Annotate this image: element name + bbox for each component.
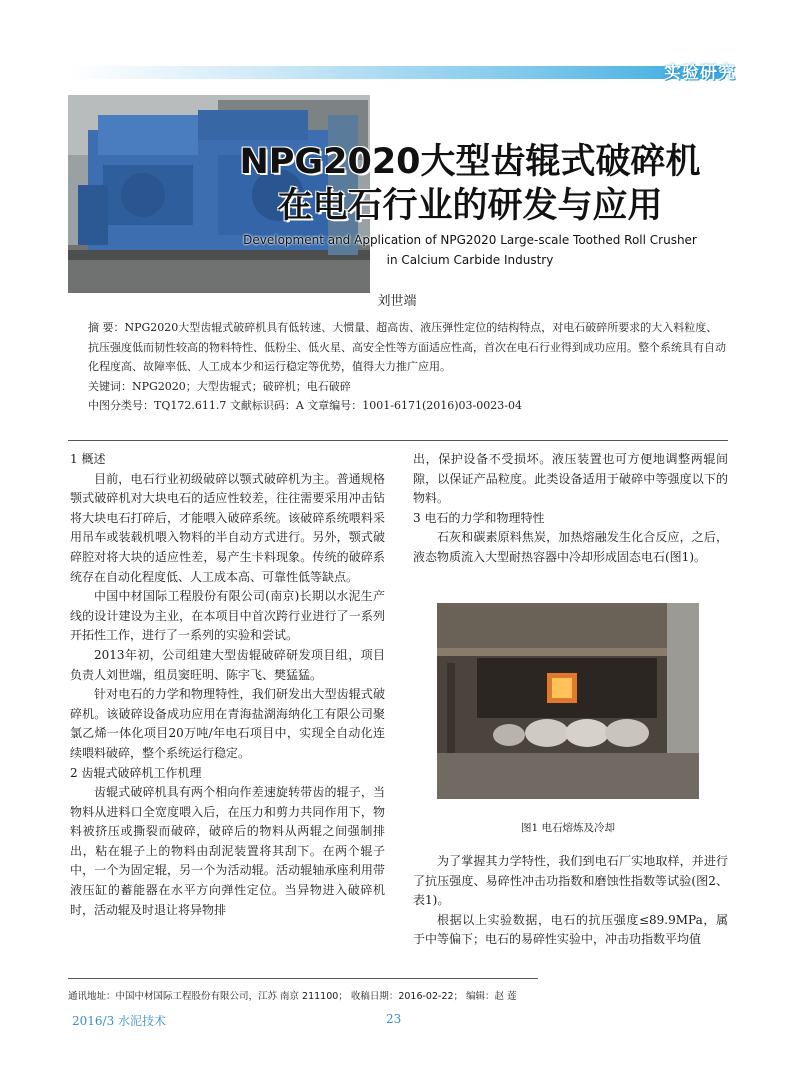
english-title	[195, 230, 745, 270]
paragraph: 石灰和碳素原料焦炭，加热熔融发生化合反应，之后，液态物质流入大型耐热容器中冷却形成固态电石(图1)。	[413, 530, 728, 564]
divider	[68, 440, 728, 441]
right-column-lower	[413, 852, 728, 950]
right-column	[413, 450, 728, 568]
author: 刘世端	[377, 294, 417, 309]
journal-issue: 2016/3 水泥技术	[72, 1014, 167, 1028]
paragraph: 为了掌握其力学特性，我们到电石厂实地取样，并进行了抗压强度、易碎性冲击功指数和磨蚀性指数等试验(图2、表1)。	[413, 854, 728, 908]
paragraph: 针对电石的力学和物理特性，我们研发出大型齿辊式破碎机。该破碎设备成功应用在青海盐湖海纳化工有限公司聚氯乙烯一体化项目20万吨/年电石项目中，实现全自动化连续喂料破碎，整个系统运行稳定。	[70, 687, 385, 760]
paragraph: 根据以上实验数据，电石的抗压强度≤89.9MPa，属于中等偏下；电石的易碎性实验中，冲击功指数平均值	[413, 912, 728, 947]
classification-line: 中图分类号：TQ172.611.7 文献标识码：A 文章编号：1001-6171(2016)03-0023-04	[88, 399, 522, 412]
figure-1-photo	[437, 603, 699, 799]
section-label: 实验研究	[664, 63, 736, 83]
abstract-block	[88, 318, 728, 416]
footer-divider	[68, 978, 538, 979]
section-heading: 3 电石的力学和物理特性	[413, 510, 545, 525]
paragraph: 目前，电石行业初级破碎以颚式破碎机为主。普通规格颚式破碎机对大块电石的适应性较差，往往需要采用冲击钻将大块电石打碎后，才能喂入破碎系统。该破碎系统喂料采用吊车或装载机喂入物料的半自动方式进行。另外，颚式破碎腔对将大块的适应性差，易产生卡料现象。传统的破碎系统存在自动化程度低、人工成本高、可靠性低等缺点。	[70, 471, 385, 584]
paragraph: 2013年初，公司组建大型齿辊破碎研发项目组，项目负责人刘世端，组员窦旺明、陈宇飞、樊猛猛。	[70, 647, 385, 682]
paragraph: 齿辊式破碎机具有两个相向作差速旋转带齿的辊子，当物料从进料口全宽度喂入后，在压力和剪力共同作用下，物料被挤压或撕裂而破碎，破碎后的物料从两辊之间强制排出，粘在辊子上的物料由刮泥装置将其刮下。在两个辊子中，一个为固定辊，另一个为活动辊。活动辊轴承座利用带液压缸的蓄能器在水平方向弹性定位。当异物进入破碎机时，活动辊及时退让将异物排	[70, 785, 385, 917]
left-column	[70, 450, 385, 920]
footer-note: 通讯地址：中国中材国际工程股份有限公司，江苏 南京 211100； 收稿日期：2016-02-22； 编辑：赵 莲	[68, 991, 517, 1002]
figure-1-caption: 图1 电石熔炼及冷却	[520, 822, 616, 834]
paragraph: 中国中材国际工程股份有限公司(南京)长期以水泥生产线的设计建设为主业，在本项目中首次跨行业进行了一系列开拓性工作，进行了一系列的实验和尝试。	[70, 589, 385, 643]
article-title	[200, 140, 740, 228]
section-heading: 1 概述	[70, 452, 106, 466]
title-line-2: 在电石行业的研发与应用	[277, 186, 663, 226]
english-title-line-1: Development and Application of NPG2020 Large-scale Toothed Roll Crusher	[243, 233, 697, 247]
section-heading: 2 齿辊式破碎机工作机理	[70, 765, 202, 780]
keywords: 关键词：NPG2020；大型齿辊式；破碎机；电石破碎	[88, 379, 351, 393]
header-bar	[70, 66, 725, 79]
english-title-line-2: in Calcium Carbide Industry	[386, 253, 554, 267]
paragraph-continued: 出，保护设备不受损坏。液压装置也可方便地调整两辊间隙，以保证产品粒度。此类设备适用于破碎中等强度以下的物料。	[413, 452, 728, 506]
page-number: 23	[386, 1012, 402, 1026]
abstract-text: 摘 要：NPG2020大型齿辊式破碎机具有低转速、大惯量、超高齿、液压弹性定位的结构特点，对电石破碎所要求的大入料粒度、抗压强度低而韧性较高的物料特性、低粉尘、低火星、高安全性等方面适应性高，首次在电石行业得到成功应用。整个系统具有自动化程度高、故障率低、人工成本少和运行稳定等优势，值得大力推广应用。	[88, 321, 726, 373]
title-line-1: NPG2020大型齿辊式破碎机	[239, 142, 701, 182]
